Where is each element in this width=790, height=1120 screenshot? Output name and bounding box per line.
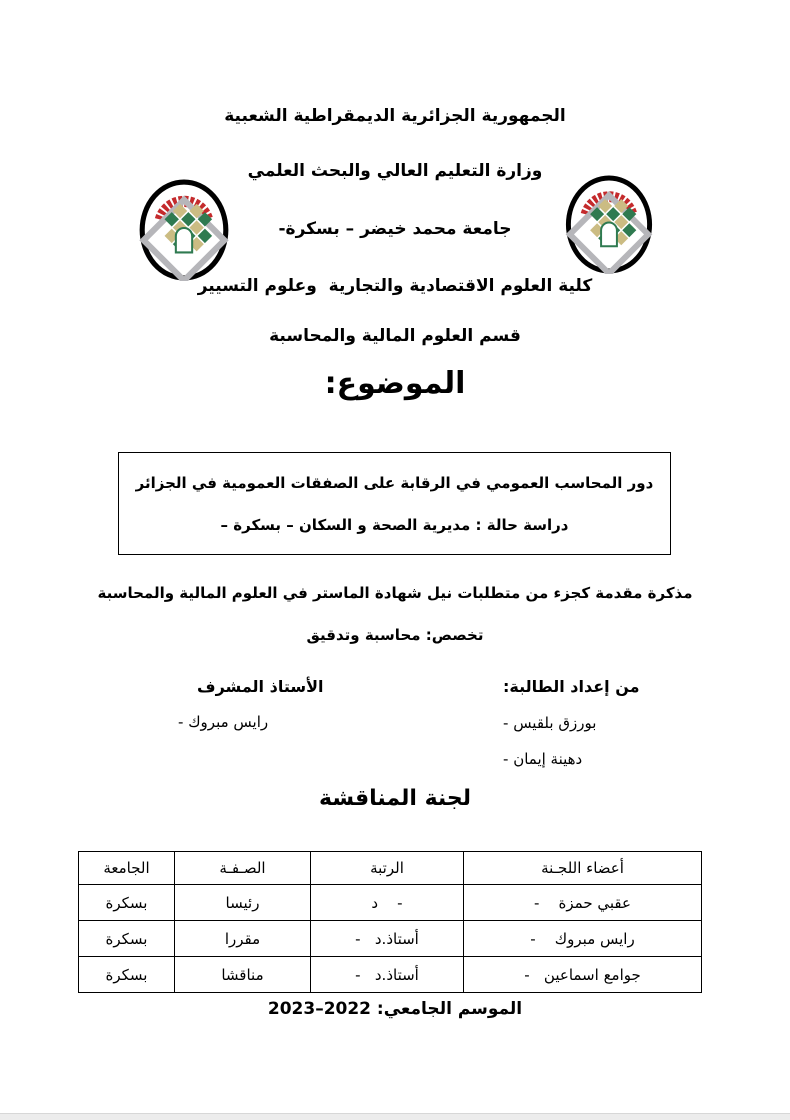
academic-year-line: الموسم الجامعي: 2022–2023 bbox=[267, 999, 523, 1019]
member-university-cell: بسكرة bbox=[79, 957, 175, 993]
university-logo-icon bbox=[564, 175, 654, 274]
university-line: جامعة محمد خيضر – بسكرة- bbox=[278, 219, 512, 239]
member-name-cell: - رايس مبروك bbox=[464, 921, 702, 957]
col-header-university: الجامعة bbox=[79, 852, 175, 885]
memo-requirement-line: مذكرة مقدمة كجزء من متطلبات نيل شهادة الماستر في العلوم المالية والمحاسبة bbox=[97, 584, 693, 602]
thesis-title-box bbox=[118, 452, 671, 555]
col-header-rank: الرتبة bbox=[311, 852, 464, 885]
committee-heading: لجنة المناقشة bbox=[318, 786, 472, 811]
member-role-cell: رئيسا bbox=[175, 885, 311, 921]
memo-specialty-line: تخصص: محاسبة وتدقيق bbox=[306, 626, 484, 644]
department-line: قسم العلوم المالية والمحاسبة bbox=[269, 326, 521, 346]
republic-line: الجمهورية الجزائرية الديمقراطية الشعبية bbox=[224, 106, 566, 126]
member-name-cell: - جوامع اسماعين bbox=[464, 957, 702, 993]
thesis-title-line1: دور المحاسب العمومي في الرقابة على الصفقات العمومية في الجزائر bbox=[135, 473, 654, 492]
col-header-role: الصـفـة bbox=[175, 852, 311, 885]
member-rank-cell: - أستاذ.د bbox=[311, 957, 464, 993]
member-university-cell: بسكرة bbox=[79, 921, 175, 957]
logo-keyhole-arch bbox=[601, 223, 617, 247]
member-university-cell: بسكرة bbox=[79, 885, 175, 921]
student-name-1: - بورزق بلقيس bbox=[503, 714, 597, 732]
ministry-line: وزارة التعليم العالي والبحث العلمي bbox=[247, 161, 543, 181]
university-logo-icon bbox=[138, 179, 230, 281]
table-row bbox=[79, 885, 702, 921]
jury-table bbox=[78, 851, 702, 993]
member-rank-cell: - أستاذ.د bbox=[311, 921, 464, 957]
jury-table-header-row bbox=[79, 852, 702, 885]
page-bottom-edge bbox=[0, 1113, 790, 1120]
logo-keyhole-arch bbox=[176, 228, 192, 252]
member-rank-cell: د - bbox=[311, 885, 464, 921]
table-row bbox=[79, 921, 702, 957]
university-logo-right bbox=[564, 175, 654, 278]
supervisor-heading: الأستاذ المشرف bbox=[197, 677, 324, 696]
table-row bbox=[79, 957, 702, 993]
supervisor-name: - رايس مبروك bbox=[178, 713, 269, 731]
member-name-cell: - عقبي حمزة bbox=[464, 885, 702, 921]
student-name-2: - دهينة إيمان bbox=[503, 750, 583, 768]
faculty-line: كلية العلوم الاقتصادية والتجارية وعلوم التسيير bbox=[197, 276, 593, 296]
university-logo-left bbox=[138, 179, 230, 285]
thesis-title-line2: دراسة حالة : مديرية الصحة و السكان – بسكرة – bbox=[220, 515, 569, 534]
col-header-members: أعضاء اللجـنة bbox=[464, 852, 702, 885]
prepared-by-heading: من إعداد الطالبة: bbox=[503, 677, 640, 696]
subject-heading: الموضوع: bbox=[324, 366, 466, 401]
member-role-cell: مقررا bbox=[175, 921, 311, 957]
member-role-cell: مناقشا bbox=[175, 957, 311, 993]
